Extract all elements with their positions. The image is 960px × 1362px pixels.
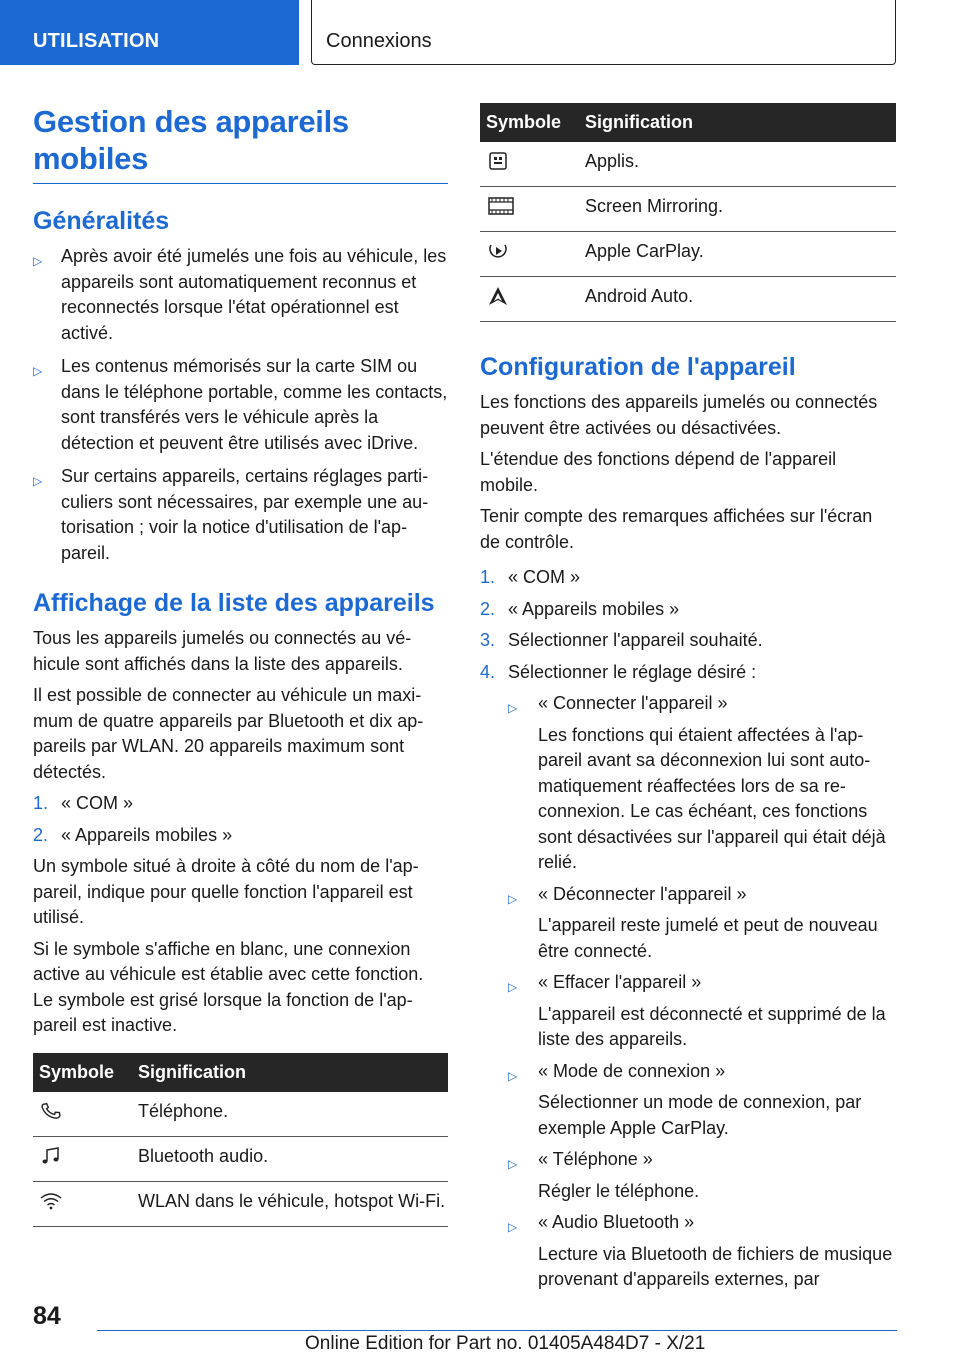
table-row: Bluetooth audio. <box>33 1136 448 1181</box>
paragraph: Tous les appareils jumelés ou connectés au véhicule sont affichés dans la liste des appareils. <box>33 628 412 674</box>
page-title: Gestion des appareils mobiles <box>33 103 448 184</box>
right-column <box>480 103 896 1299</box>
wifi-icon <box>39 1189 63 1213</box>
triangle-bullet-icon: ▷ <box>33 474 43 488</box>
phone-icon <box>39 1099 63 1123</box>
paragraph: Il est possible de connecter au véhicule un maximum de quatre appareils par Bluetooth et dix appareils par WLAN. 20 appareils maximum sont détectés. <box>33 685 424 782</box>
steps-list <box>33 791 448 848</box>
footer-edition: Online Edition for Part no. 01405A484D7 - X/21 <box>305 1333 706 1354</box>
list-item: ▷ « Audio Bluetooth » Lecture via Bluetooth de fichiers de musique provenant d'appareils externes, par <box>508 1212 893 1289</box>
symbol-table-2 <box>480 103 896 322</box>
triangle-bullet-icon: ▷ <box>33 254 43 268</box>
config-heading: Configuration de l'appareil <box>480 353 796 381</box>
liste-heading: Affichage de la liste des appareils <box>33 589 435 617</box>
list-item: 2. « Appareils mobiles » <box>480 598 680 619</box>
table-header: Symbole <box>33 1053 132 1092</box>
list-item: 2. « Appareils mobiles » <box>33 824 233 845</box>
screen-mirroring-icon <box>486 194 516 218</box>
symbol-table-1 <box>33 1053 448 1227</box>
carplay-icon <box>486 239 510 263</box>
list-item: 3. Sélectionner l'appareil souhaité. <box>480 630 763 650</box>
generalites-heading: Généralités <box>33 207 170 235</box>
triangle-bullet-icon: ▷ <box>508 1157 518 1171</box>
triangle-bullet-icon: ▷ <box>508 891 518 906</box>
list-item: 1. « COM » <box>33 793 134 813</box>
list-item: ▷ « Mode de connexion » Sélectionner un mode de connexion, par exemple Apple CarPlay. <box>508 1060 862 1138</box>
list-item: ▷ « Connecter l'appareil » Les fonctions qui étaient affectées à l'appareil avant sa déconnexion lui sont automatiquement réaffectées lors de sa reconnexion. Le cas échéant, ces fonctions sont désactivées sur l'appareil qui était déjà relié. <box>508 693 886 872</box>
config-options-list <box>508 691 896 1293</box>
android-auto-icon <box>486 284 510 308</box>
triangle-bullet-icon: ▷ <box>508 701 518 715</box>
triangle-bullet-icon: ▷ <box>508 1068 518 1083</box>
section-title: UTILISATION <box>33 30 160 52</box>
list-item: ▷ « Déconnecter l'appareil » L'appareil reste jumelé et peut de nouveau être connecté. <box>508 883 878 961</box>
music-note-icon <box>39 1144 63 1168</box>
table-row: Applis. <box>480 142 896 187</box>
paragraph: Un symbole situé à droite à côté du nom de l'appareil, indique pour quelle fonction l'appareil est utilisé. <box>33 856 419 927</box>
table-header: Signification <box>579 103 896 142</box>
table-row: Android Auto. <box>480 277 896 322</box>
config-steps-list <box>480 565 896 685</box>
table-row: Téléphone. <box>33 1092 448 1137</box>
paragraph: L'étendue des fonctions dépend de l'appareil mobile. <box>480 449 837 495</box>
list-item: ▷ Après avoir été jumelés une fois au véhicule, les appareils sont automatiquement reconnus et reconnectés lorsque l'état opérationnel est activé. <box>33 246 447 343</box>
paragraph: Les fonctions des appareils jumelés ou connectés peuvent être activées ou désactivées. <box>480 392 878 438</box>
section-tab <box>0 0 299 65</box>
table-row: WLAN dans le véhicule, hotspot Wi-Fi. <box>33 1181 448 1226</box>
footer-divider <box>97 1330 897 1331</box>
table-header: Symbole <box>480 103 579 142</box>
paragraph: Si le symbole s'affiche en blanc, une connexion active au véhicule est établie avec cette fonction. Le symbole est grisé lorsque la fonction de l'appareil est inactive. <box>33 938 424 1035</box>
list-item: ▷ « Téléphone » Régler le téléphone. <box>508 1149 700 1201</box>
generalites-list <box>33 244 448 566</box>
table-header: Signification <box>132 1053 448 1092</box>
triangle-bullet-icon: ▷ <box>33 364 43 378</box>
triangle-bullet-icon: ▷ <box>508 980 518 994</box>
chapter-tab <box>311 0 896 65</box>
left-column <box>33 103 448 1227</box>
triangle-bullet-icon: ▷ <box>508 1220 518 1234</box>
table-row: Screen Mirroring. <box>480 187 896 232</box>
chapter-title: Connexions <box>326 30 432 52</box>
list-item: 4. Sélectionner le réglage désiré : <box>480 661 757 682</box>
page-number: 84 <box>33 1302 61 1330</box>
list-item: ▷ Les contenus mémorisés sur la carte SIM ou dans le téléphone portable, comme les contacts, sont transférés vers le véhicule après la détection et peuvent être utilisés avec iDrive. <box>33 356 448 453</box>
apps-icon <box>486 149 510 173</box>
list-item: 1. « COM » <box>480 567 581 587</box>
table-row: Apple CarPlay. <box>480 232 896 277</box>
paragraph: Tenir compte des remarques affichées sur l'écran de contrôle. <box>480 506 873 552</box>
list-item: ▷ « Effacer l'appareil » L'appareil est déconnecté et supprimé de la liste des appareils. <box>508 972 886 1049</box>
list-item: ▷ Sur certains appareils, certains réglages particuliers sont nécessaires, par exemple une autorisation ; voir la notice d'utilisation de l'appareil. <box>33 466 429 563</box>
